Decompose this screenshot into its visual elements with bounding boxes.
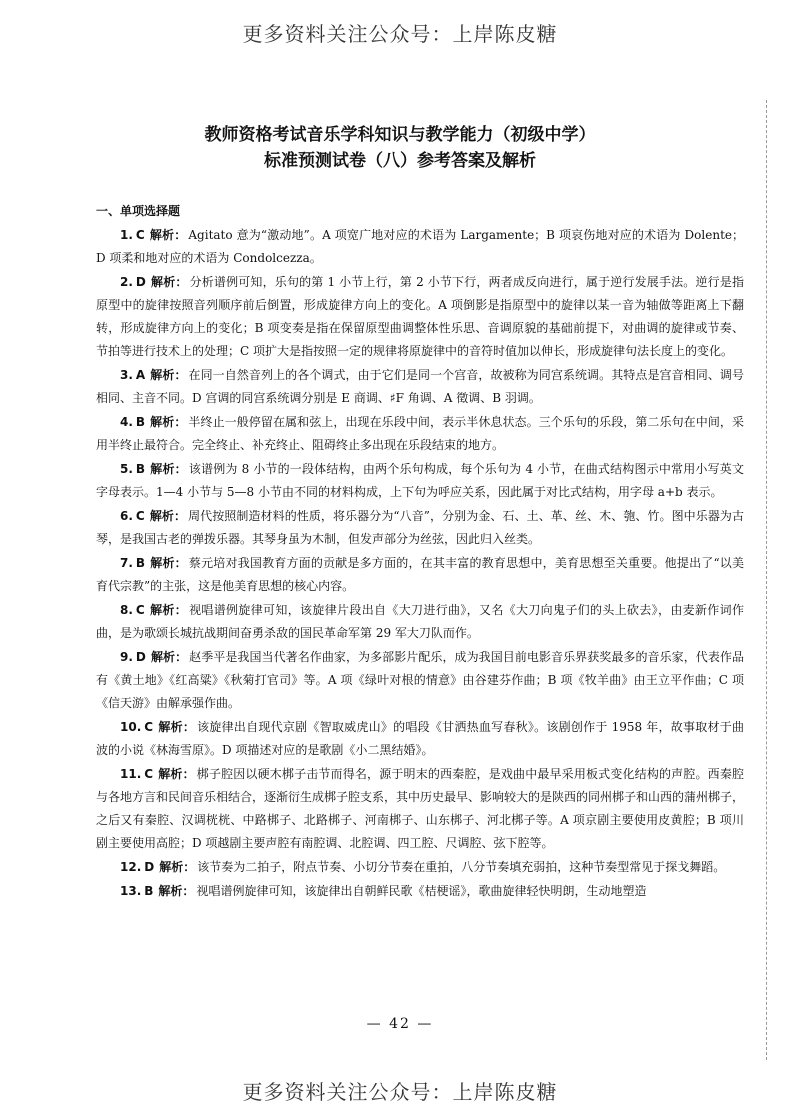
answer-item-1: [96, 224, 744, 270]
item-number: 11.: [120, 767, 142, 781]
item-number: 12.: [120, 860, 142, 874]
answer-item-11: [96, 763, 744, 855]
item-number: 3.: [120, 368, 133, 382]
watermark-banner-bottom: 更多资料关注公众号：上岸陈皮糖: [242, 1080, 558, 1104]
item-label: 解析：: [150, 556, 187, 570]
item-explanation: 蔡元培对我国教育方面的贡献是多方面的，在其丰富的教育思想中，美育思想至关重要。他提出了“以美育代宗教”的主张，这是他美育思想的核心内容。: [96, 556, 744, 593]
item-number: 7.: [120, 556, 133, 570]
item-explanation: 周代按照制造材料的性质，将乐器分为“八音”，分别为金、石、土、革、丝、木、匏、竹。图中乐器为古琴，是我国古老的弹拨乐器。其琴身虽为木制，但发声部分为丝弦，因此归入丝类。: [96, 509, 744, 546]
item-label: 解析：: [159, 860, 196, 874]
item-number: 9.: [120, 650, 133, 664]
item-answer: C: [135, 603, 145, 617]
item-answer: B: [144, 884, 154, 898]
document-title: [0, 122, 800, 174]
answer-item-4: [96, 411, 744, 457]
section-heading: 一、单项选择题: [96, 204, 181, 218]
item-number: 1.: [120, 228, 133, 242]
item-explanation: 分析谱例可知，乐句的第 1 小节上行，第 2 小节下行，两者成反向进行，属于逆行发展手法。逆行是指原型中的旋律按照音列顺序前后倒置，形成旋律方向上的变化。A 项倒影是指原型中的旋律以某一音为轴做等距离上下翻转，形成旋律方向上的变化；B 项变奏是指在保留原型曲调整体性乐思、音调原貌的基础前提下，对曲调的旋律或节奏、节拍等进行技术上的处理；C 项扩大是指按照一定的规律将原旋律中的音符时值加以伸长，形成旋律句法长度上的变化。: [96, 275, 744, 358]
item-answer: D: [135, 275, 146, 289]
item-explanation: 该节奏为二拍子，附点节奏、小切分节奏在重拍，八分节奏填充弱拍，这种节奏型常见于探戈舞蹈。: [197, 860, 726, 874]
watermark-banner-top: 更多资料关注公众号：上岸陈皮糖: [242, 22, 558, 46]
answer-item-10: [96, 716, 744, 762]
answer-item-12: [96, 856, 744, 879]
item-label: 解析：: [158, 884, 195, 898]
answer-content: [96, 200, 744, 904]
title-line-1: 教师资格考试音乐学科知识与教学能力（初级中学）: [204, 125, 596, 145]
item-label: 解析：: [149, 603, 188, 617]
page-edge-rule: [766, 100, 767, 1060]
item-explanation: 梆子腔因以硬木梆子击节而得名，源于明末的西秦腔，是戏曲中最早采用板式变化结构的声腔。西秦腔与各地方言和民间音乐相结合，逐渐衍生成梆子腔支系，其中历史最早、影响较大的是陕西的同州梆子和山西的蒲州梆子，之后又有秦腔、汉调桄桄、中路梆子、北路梆子、河南梆子、山东梆子、河北梆子等。A 项京剧主要使用皮黄腔；B 项川剧主要使用高腔；D 项越剧主要声腔有南腔调、北腔调、四工腔、尺调腔、弦下腔等。: [96, 767, 745, 850]
answer-item-6: [96, 505, 744, 551]
item-explanation: 该谱例为 8 小节的一段体结构，由两个乐句构成，每个乐句为 4 小节，在曲式结构图示中常用小写英文字母表示。1—4 小节与 5—8 小节由不同的材料构成，上下句为呼应关系，因此属于对比式结构，用字母 a+b 表示。: [96, 462, 744, 499]
item-explanation: 半终止一般停留在属和弦上，出现在乐段中间，表示半休息状态。三个乐句的乐段，第二乐句在中间，采用半终止最符合。完全终止、补充终止、阻碍终止多出现在乐段结束的地方。: [96, 415, 744, 452]
item-answer: D: [135, 650, 146, 664]
item-answer: C: [135, 228, 145, 242]
item-label: 解析：: [158, 720, 196, 734]
item-number: 5.: [120, 462, 133, 476]
item-label: 解析：: [150, 368, 187, 382]
item-answer: B: [135, 415, 146, 429]
item-number: 10.: [120, 720, 142, 734]
item-label: 解析：: [150, 275, 188, 289]
item-number: 8.: [120, 603, 133, 617]
item-explanation: 在同一自然音列上的各个调式，由于它们是同一个宫音，故被称为同宫系统调。其特点是宫音相同、调号相同、主音不同。D 宫调的同宫系统调分别是 E 商调、♯F 角调、A 徵调、B 羽调。: [96, 368, 744, 405]
answer-item-7: [96, 552, 744, 598]
item-explanation: Agitato 意为“激动地”。A 项宽广地对应的术语为 Largamente；B 项哀伤地对应的术语为 Dolente；D 项柔和地对应的术语为 Condolcezza。: [96, 228, 744, 265]
item-number: 2.: [120, 275, 133, 289]
item-answer: A: [135, 368, 146, 382]
item-answer: C: [135, 509, 145, 523]
item-explanation: 赵季平是我国当代著名作曲家，为多部影片配乐，成为我国目前电影音乐界获奖最多的音乐家，代表作品有《黄土地》《红高粱》《秋菊打官司》等。A 项《绿叶对根的情意》由谷建芬作曲；B 项《牧羊曲》由王立平作曲；C 项《信天游》由解承强作曲。: [96, 650, 744, 710]
item-explanation: 视唱谱例旋律可知，该旋律出自朝鲜民歌《桔梗谣》，歌曲旋律轻快明朗，生动地塑造: [196, 884, 647, 898]
item-label: 解析：: [150, 650, 188, 664]
item-label: 解析：: [150, 415, 187, 429]
item-label: 解析：: [158, 767, 195, 781]
item-answer: C: [144, 720, 154, 734]
item-number: 4.: [120, 415, 133, 429]
item-answer: B: [135, 556, 146, 570]
answer-item-2: [96, 271, 744, 363]
item-number: 13.: [120, 884, 142, 898]
answer-item-3: [96, 364, 744, 410]
item-answer: B: [135, 462, 146, 476]
item-label: 解析：: [149, 509, 187, 523]
answer-item-13: [96, 880, 744, 903]
item-answer: C: [144, 767, 154, 781]
answer-item-5: [96, 458, 744, 504]
item-explanation: 该旋律出自现代京剧《智取威虎山》的唱段《甘洒热血写春秋》。该剧创作于 1958 年，故事取材于曲波的小说《林海雪原》。D 项描述对应的是歌剧《小二黑结婚》。: [96, 720, 744, 757]
page-number: — 42 —: [366, 1016, 434, 1032]
item-label: 解析：: [149, 228, 187, 242]
answer-item-9: [96, 646, 744, 715]
title-line-2: 标准预测试卷（八）参考答案及解析: [264, 151, 536, 171]
item-number: 6.: [120, 509, 133, 523]
answer-item-8: [96, 599, 744, 645]
item-explanation: 视唱谱例旋律可知，该旋律片段出自《大刀进行曲》，又名《大刀向鬼子们的头上砍去》，由麦新作词作曲，是为歌颂长城抗战期间奋勇杀敌的国民革命军第 29 军大刀队而作。: [96, 603, 744, 640]
item-answer: D: [144, 860, 155, 874]
item-label: 解析：: [150, 462, 187, 476]
